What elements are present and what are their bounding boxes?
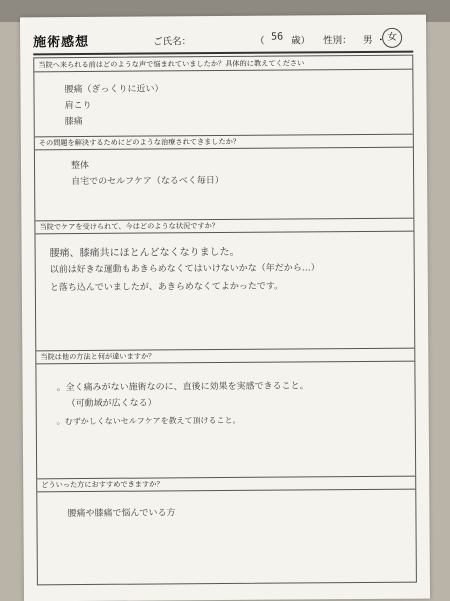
section-prior-concerns xyxy=(34,56,413,138)
answer-line: 腰痛（ぎっくりに近い） xyxy=(64,84,164,96)
age-open-paren: （ xyxy=(255,35,265,47)
answer-line: と落ち込んでいましたが、あきらめなくてよかったです。 xyxy=(49,281,284,294)
sex-option-male: 男 xyxy=(363,34,373,47)
question-text: 当院でケアを受けられて、今はどのような状況ですか？ xyxy=(35,218,413,235)
sex-option-female-circled: 女 xyxy=(382,28,402,48)
section-current-condition xyxy=(35,218,414,352)
answer-line: 整体 xyxy=(70,160,90,172)
section-difference xyxy=(36,348,415,480)
answer-line: 。むずかしくないセルフケアを教えて頂けること。 xyxy=(56,415,241,427)
answer-line: （可動域が広くなる） xyxy=(66,398,157,410)
sex-label: 性別： xyxy=(323,35,352,47)
answer-line: 膝痛 xyxy=(64,116,83,128)
question-text: 当院は他の方法と何が違いますか？ xyxy=(36,348,414,365)
answer-line: 。全く痛みがない施術なのに、直後に効果を実感できること。 xyxy=(56,381,309,394)
sex-separator: ・ xyxy=(376,34,386,46)
answer-line: 腰痛、膝痛共にほとんどなくなりました。 xyxy=(49,246,240,260)
age-unit-label: 歳） xyxy=(291,35,311,47)
age-value: 56 xyxy=(271,31,284,43)
questionnaire-form xyxy=(33,55,417,586)
name-label: ご氏名： xyxy=(153,36,192,48)
section-recommendation xyxy=(37,476,416,585)
answer-line: 腰痛や膝痛で悩んでいる方 xyxy=(67,508,176,520)
question-text: どういった方におすすめできますか？ xyxy=(37,476,415,493)
answer-line: 肩こり xyxy=(64,100,92,112)
section-past-treatment xyxy=(35,134,414,222)
page-title: 施術感想 xyxy=(33,34,90,51)
survey-sheet xyxy=(20,15,430,601)
sheet-header xyxy=(33,29,413,52)
answer-line: 以前は好きな運動もあきらめなくてはいけないかな（年だから…） xyxy=(49,263,320,276)
question-text: 当院へ来られる前はどのような声で悩まれていましたか？具体的に教えてください xyxy=(34,56,412,73)
question-text: その問題を解決するためにどのような治療されてきましたか？ xyxy=(35,134,413,151)
answer-line: 自宅でのセルフケア（なるべく毎日） xyxy=(71,176,224,188)
